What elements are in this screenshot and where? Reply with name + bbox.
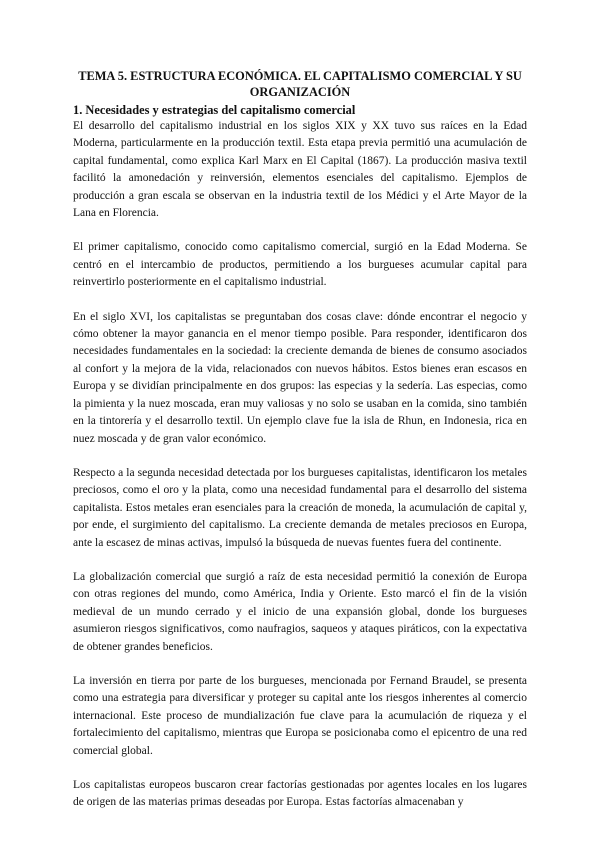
paragraph-1: El desarrollo del capitalismo industrial en los siglos XIX y XX tuvo sus raíces en la Edad Moderna, particularmente en la producción textil. Esta etapa previa permitió una acumulación de capital fundamental, como explica Karl Marx en El Capital (1867). La producción masiva textil facilitó la amonedación y reinversión, elementos esenciales del capitalismo. Ejemplos de producción a gran escala se observan en la industria textil de los Médici y el Arte Mayor de la Lana en Florencia. xyxy=(73,120,527,220)
paragraph-3: En el siglo XVI, los capitalistas se preguntaban dos cosas clave: dónde encontrar el negocio y cómo obtener la mayor ganancia en el menor tiempo posible. Para responder, identificaron dos necesidades fundamentales en la sociedad: la creciente demanda de bienes de consumo asociados al confort y la mejora de la vida, relacionados con nuevos hábitos. Estos bienes eran escasos en Europa y se dividían principalmente en dos grupos: las especias y la sedería. Las especias, como la pimienta y la nuez moscada, eran muy valiosas y no solo se usaban en la comida, sino también en la tintorería y el desarrollo textil. Un ejemplo clave fue la isla de Rhun, en Indonesia, rica en nuez moscada y de gran valor económico. xyxy=(73,310,527,445)
section-heading: 1. Necesidades y estrategias del capitalismo comercial xyxy=(73,103,356,117)
paragraph-5: La globalización comercial que surgió a raíz de esta necesidad permitió la conexión de Europa con otras regiones del mundo, como América, India y Oriente. Esto marcó el fin de la visión medieval de un mundo cerrado y el inicio de una expansión global, donde los burgueses asumieron riesgos significativos, como naufragios, saqueos y ataques piráticos, con la expectativa de obtener grandes beneficios. xyxy=(73,570,527,653)
paragraph-2: El primer capitalismo, conocido como capitalismo comercial, surgió en la Edad Moderna. Se centró en el intercambio de productos, permitiendo a los burgueses acumular capital para reinvertirlo posteriormente en el capitalismo industrial. xyxy=(73,241,527,289)
document-title: TEMA 5. ESTRUCTURA ECONÓMICA. EL CAPITALISMO COMERCIAL Y SU ORGANIZACIÓN xyxy=(78,69,522,99)
paragraph-7: Los capitalistas europeos buscaron crear factorías gestionadas por agentes locales en los lugares de origen de las materias primas deseadas por Europa. Estas factorías almacenaban y xyxy=(73,779,527,809)
paragraph-6: La inversión en tierra por parte de los burgueses, mencionada por Fernand Braudel, se presenta como una estrategia para diversificar y proteger su capital ante los riesgos inherentes al comercio internacional. Este proceso de mundialización fue clave para la acumulación de riqueza y el fortalecimiento del capitalismo, mientras que Europa se posicionaba como el epicentro de una red comercial global. xyxy=(73,674,527,757)
paragraph-4: Respecto a la segunda necesidad detectada por los burgueses capitalistas, identificaron los metales preciosos, como el oro y la plata, como una necesidad fundamental para el desarrollo del sistema capitalista. Estos metales eran esenciales para la creación de moneda, la acumulación de capital y, por ende, el surgimiento del capitalismo. La creciente demanda de metales preciosos en Europa, ante la escasez de minas activas, impulsó la búsqueda de nuevas fuentes fuera del continente. xyxy=(73,466,527,549)
